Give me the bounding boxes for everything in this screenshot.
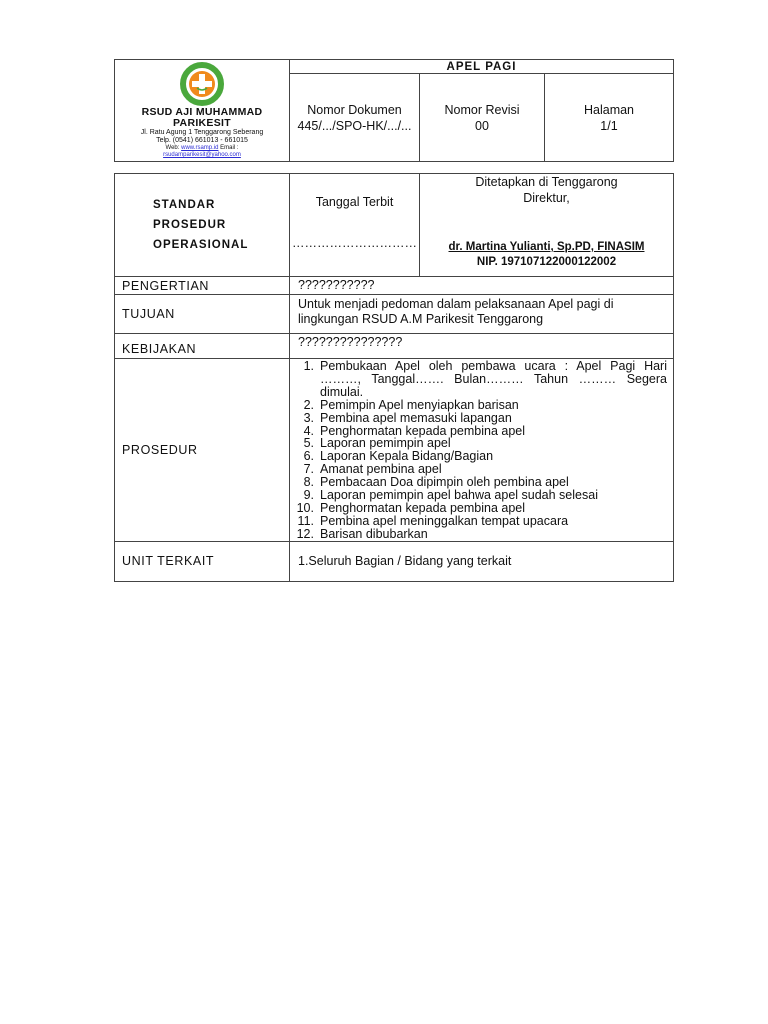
procedure-step-number: 4. xyxy=(303,423,314,438)
tujuan-value: Untuk menjadi pedoman dalam pelaksanaan Apel pagi di lingkungan RSUD A.M Parikesit Tenggarong xyxy=(290,295,674,334)
hospital-phone: Telp. (0541) 661013 - 661015 xyxy=(156,137,248,144)
unit-terkait-value: 1.Seluruh Bagian / Bidang yang terkait xyxy=(290,541,674,581)
procedure-step-number: 9. xyxy=(303,488,314,503)
procedure-step-number: 7. xyxy=(303,462,314,477)
procedure-step-text: Laporan pemimpin apel bahwa apel sudah selesai xyxy=(320,488,598,503)
procedure-step-number: 2. xyxy=(303,397,314,412)
pengertian-value: ??????????? xyxy=(290,277,674,295)
revision-value: 00 xyxy=(475,118,489,133)
procedure-step-text: Laporan Kepala Bidang/Bagian xyxy=(320,449,494,464)
header-table xyxy=(114,59,674,162)
procedure-step-text: Laporan pemimpin apel xyxy=(320,436,451,451)
sop-table xyxy=(114,173,674,582)
procedure-step-text: Penghormatan kepada pembina apel xyxy=(320,423,526,438)
page-value: 1/1 xyxy=(600,118,618,133)
director-name: dr. Martina Yulianti, Sp.PD, FINASIM xyxy=(448,241,645,253)
established-at: Ditetapkan di Tenggarong xyxy=(475,175,618,189)
document-title: APEL PAGI xyxy=(290,60,674,74)
hospital-web-email xyxy=(118,145,286,152)
revision-label: Nomor Revisi xyxy=(444,102,520,117)
procedure-step xyxy=(290,502,667,515)
procedure-step-number: 10. xyxy=(296,500,314,515)
web-label: Web: xyxy=(165,145,180,151)
procedure-step-number: 6. xyxy=(303,449,314,464)
sop-title-line1: STANDAR xyxy=(153,199,216,211)
doc-number-cell xyxy=(290,74,420,162)
prosedur-steps-list xyxy=(290,360,673,541)
hospital-address: Jl. Ratu Agung 1 Tenggarong Seberang xyxy=(140,129,264,136)
page-label: Halaman xyxy=(583,102,635,117)
hospital-name: RSUD AJI MUHAMMAD PARIKESIT xyxy=(141,106,263,129)
procedure-step-number: 12. xyxy=(296,526,314,541)
issue-date-label: Tanggal Terbit xyxy=(315,195,394,209)
revision-cell xyxy=(420,74,545,162)
procedure-step xyxy=(290,528,667,541)
procedure-step-text: Pembacaan Doa dipimpin oleh pembina apel xyxy=(320,475,569,490)
prosedur-label: PROSEDUR xyxy=(115,359,290,542)
procedure-step-number: 11. xyxy=(297,513,314,528)
page-cell xyxy=(545,74,674,162)
procedure-step-text: Barisan dibubarkan xyxy=(320,526,428,541)
issue-date-value: ………………………… xyxy=(292,236,417,250)
procedure-step-text: Pembina apel memasuki lapangan xyxy=(320,410,512,425)
unit-terkait-label: UNIT TERKAIT xyxy=(115,541,290,581)
hospital-identity-cell xyxy=(115,60,290,162)
procedure-step-number: 5. xyxy=(303,436,314,451)
prosedur-steps-cell xyxy=(290,359,674,542)
procedure-step xyxy=(290,412,667,425)
kebijakan-label: KEBIJAKAN xyxy=(115,334,290,359)
procedure-step-text: Penghormatan kepada pembina apel xyxy=(320,500,526,515)
approval-cell xyxy=(420,174,674,277)
procedure-step-text: Pembina apel meninggalkan tempat upacara xyxy=(320,513,569,528)
kebijakan-value: ??????????????? xyxy=(290,334,674,359)
doc-number-label: Nomor Dokumen xyxy=(307,102,402,117)
sop-title-cell xyxy=(115,174,290,277)
procedure-step xyxy=(290,360,667,399)
hospital-logo-icon xyxy=(175,62,229,106)
issue-date-cell xyxy=(290,174,420,277)
procedure-step-text: Pembukaan Apel oleh pembawa ucara : Apel Pagi Hari ………, Tanggal……. Bulan……… Tahun ……… Segera dimulai. xyxy=(320,359,667,399)
doc-number-value: 445/.../SPO-HK/.../... xyxy=(297,118,412,133)
email-link[interactable]: rsudamparikesit@yahoo.com xyxy=(163,152,241,158)
tujuan-label: TUJUAN xyxy=(115,295,290,334)
pengertian-label: PENGERTIAN xyxy=(115,277,290,295)
procedure-step-text: Amanat pembina apel xyxy=(320,462,442,477)
procedure-step-number: 8. xyxy=(303,475,314,490)
procedure-step-number: 3. xyxy=(303,410,314,425)
director-nip: NIP. 197107122000122002 xyxy=(476,256,617,268)
director-label: Direktur, xyxy=(523,191,570,205)
sop-title-line2: PROSEDUR xyxy=(153,219,227,231)
procedure-step xyxy=(290,399,667,412)
web-link[interactable]: www.rsamp.id xyxy=(181,145,219,151)
procedure-step xyxy=(290,515,667,528)
procedure-step-text: Pemimpin Apel menyiapkan barisan xyxy=(320,397,519,412)
procedure-step-number: 1. xyxy=(303,359,314,373)
hospital-email-row xyxy=(118,152,286,159)
email-label: Email : xyxy=(220,145,239,151)
sop-title-line3: OPERASIONAL xyxy=(153,239,249,251)
